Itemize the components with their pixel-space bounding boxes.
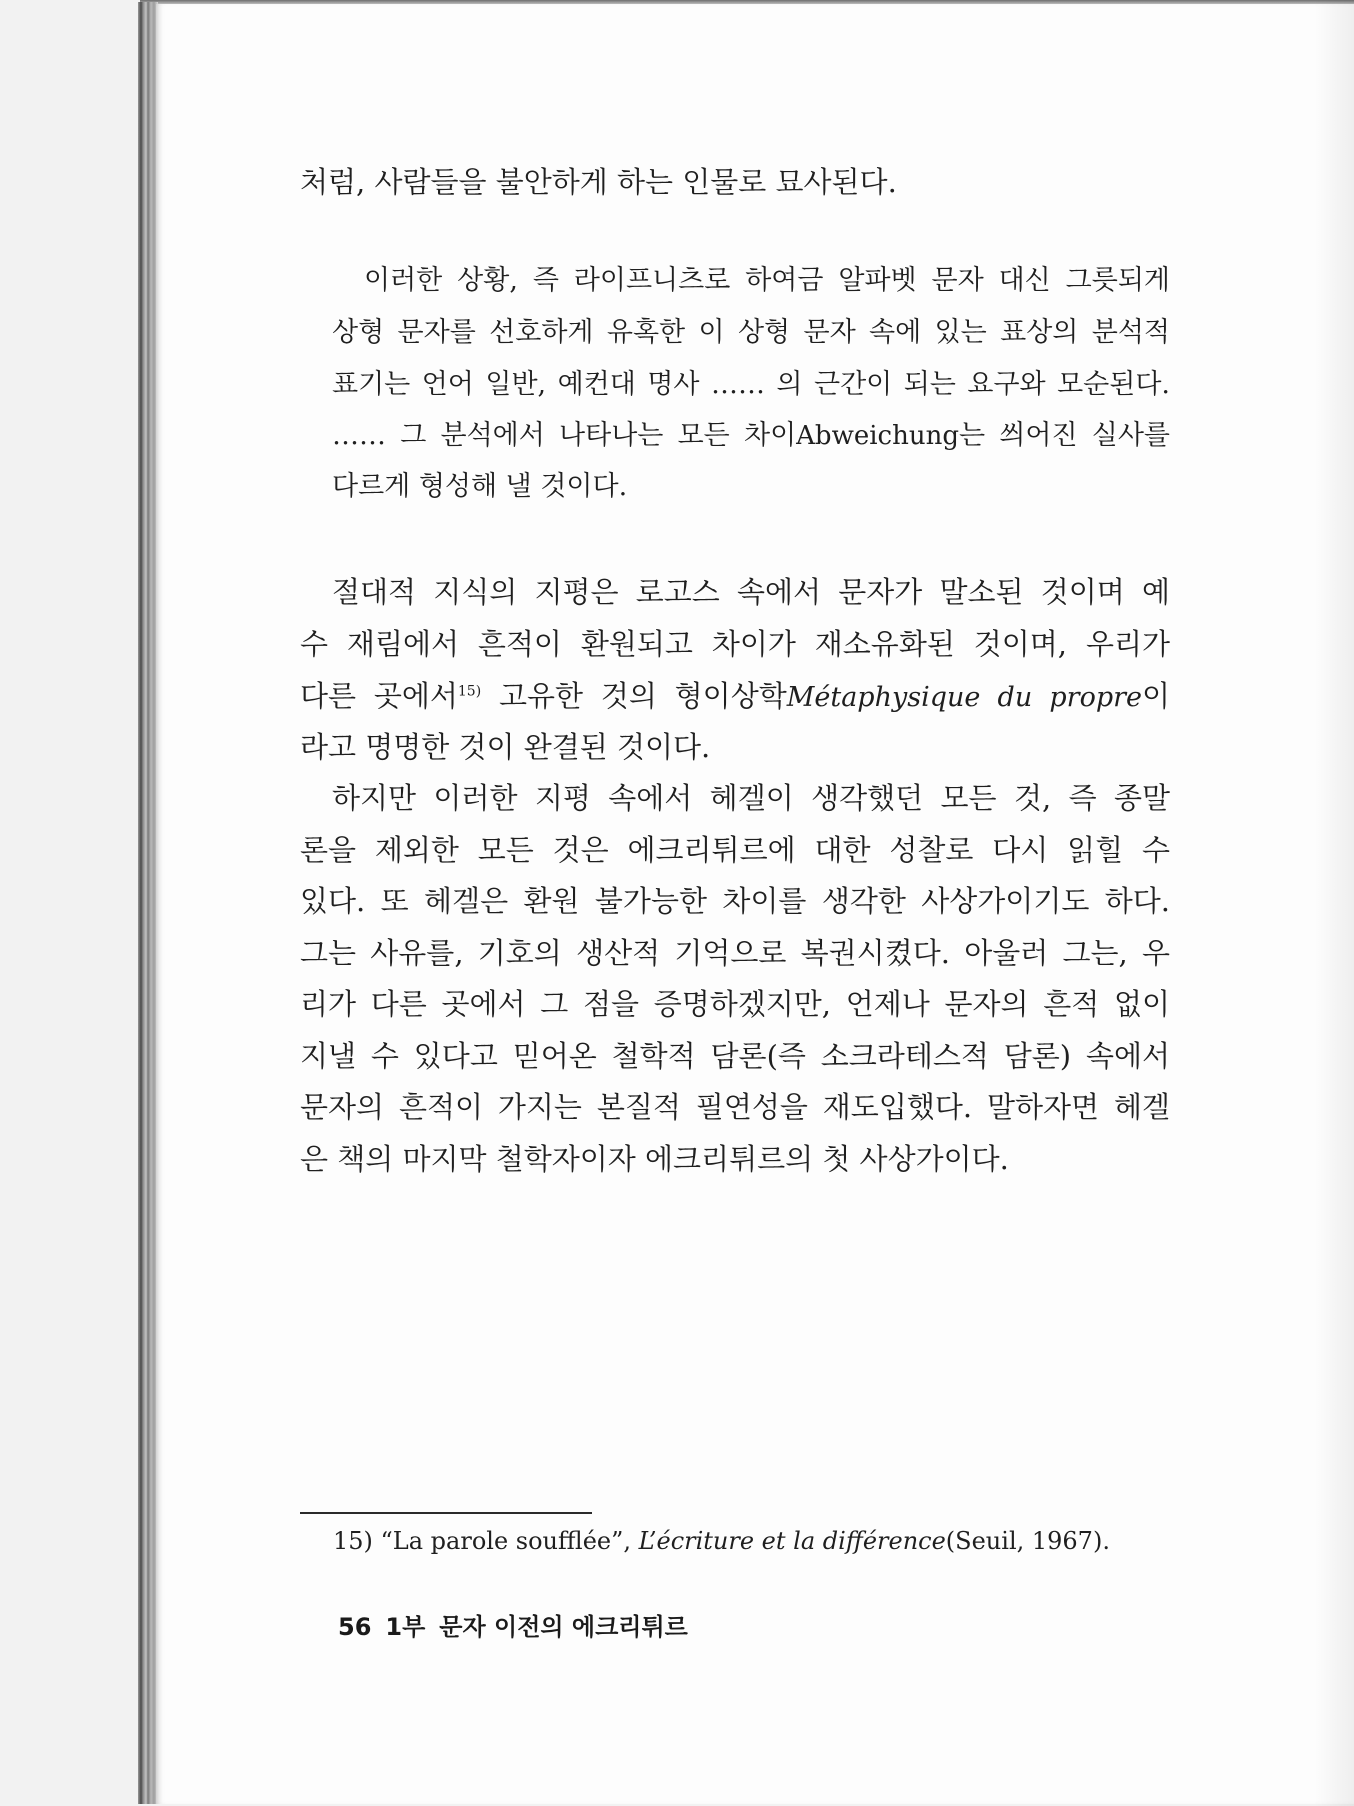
running-footer — [338, 1612, 702, 1642]
body-text: 고유한 것의 형이상학 — [481, 679, 787, 713]
quote-text: 는 씌어진 실사를 — [958, 420, 1170, 451]
body-text: 다른 곳에서 — [300, 679, 458, 713]
quote-line: 다르게 형성해 낼 것이다. — [332, 471, 628, 502]
footnote-number: 15) — [333, 1527, 381, 1555]
part-label: 1부 — [385, 1613, 426, 1641]
body-line: 있다. 또 헤겔은 환원 불가능한 차이를 생각한 사상가이기도 하다. — [300, 884, 1170, 918]
german-term: Abweichung — [796, 421, 959, 451]
footnote-title: “La parole soufflée”, — [380, 1527, 639, 1555]
body-line: 문자의 흔적이 가지는 본질적 필연성을 재도입했다. 말하자면 헤겔 — [300, 1090, 1170, 1124]
footnote-book: L’écriture et la différence — [638, 1527, 946, 1555]
body-line: 수 재림에서 흔적이 환원되고 차이가 재소유화된 것이며, 우리가 — [300, 627, 1170, 661]
body-line: 하지만 이러한 지평 속에서 헤겔이 생각했던 모든 것, 즉 종말 — [332, 781, 1170, 815]
body-line: 리가 다른 곳에서 그 점을 증명하겠지만, 언제나 문자의 흔적 없이 — [300, 987, 1170, 1021]
body-line: 그는 사유를, 기호의 생산적 기억으로 복권시켰다. 아울러 그는, 우 — [300, 936, 1170, 970]
quote-text: …… 그 분석에서 나타나는 모든 차이 — [332, 420, 797, 451]
chapter-title: 문자 이전의 에크리튀르 — [439, 1613, 688, 1641]
body-text: 이 — [1142, 679, 1171, 713]
body-line — [300, 679, 1170, 715]
quote-line: 상형 문자를 선호하게 유혹한 이 상형 문자 속에 있는 표상의 분석적 — [332, 317, 1170, 348]
footnote-publisher: (Seuil, 1967). — [945, 1527, 1110, 1555]
quote-line: 이러한 상황, 즉 라이프니츠로 하여금 알파벳 문자 대신 그릇되게 — [364, 265, 1170, 296]
page-shadow — [1314, 0, 1354, 1806]
footnote-ref[interactable]: 15) — [457, 683, 482, 700]
book-page-stack — [138, 2, 158, 1804]
footnote-rule — [300, 1512, 592, 1514]
page-number: 56 — [338, 1613, 372, 1641]
body-line: 처럼, 사람들을 불안하게 하는 인물로 묘사된다. — [300, 165, 897, 199]
french-term: Métaphysique du propre — [786, 682, 1142, 713]
body-line: 지낼 수 있다고 믿어온 철학적 담론(즉 소크라테스적 담론) 속에서 — [300, 1039, 1170, 1073]
quote-line — [332, 419, 1170, 453]
body-line: 론을 제외한 모든 것은 에크리튀르에 대한 성찰로 다시 읽힐 수 — [300, 833, 1170, 867]
footnote — [333, 1526, 1110, 1556]
quote-line: 표기는 언어 일반, 예컨대 명사 …… 의 근간이 되는 요구와 모순된다. — [332, 369, 1170, 400]
body-line: 절대적 지식의 지평은 로고스 속에서 문자가 말소된 것이며 예 — [332, 575, 1170, 609]
body-line: 라고 명명한 것이 완결된 것이다. — [300, 730, 711, 764]
body-line: 은 책의 마지막 철학자이자 에크리튀르의 첫 사상가이다. — [300, 1142, 1009, 1176]
